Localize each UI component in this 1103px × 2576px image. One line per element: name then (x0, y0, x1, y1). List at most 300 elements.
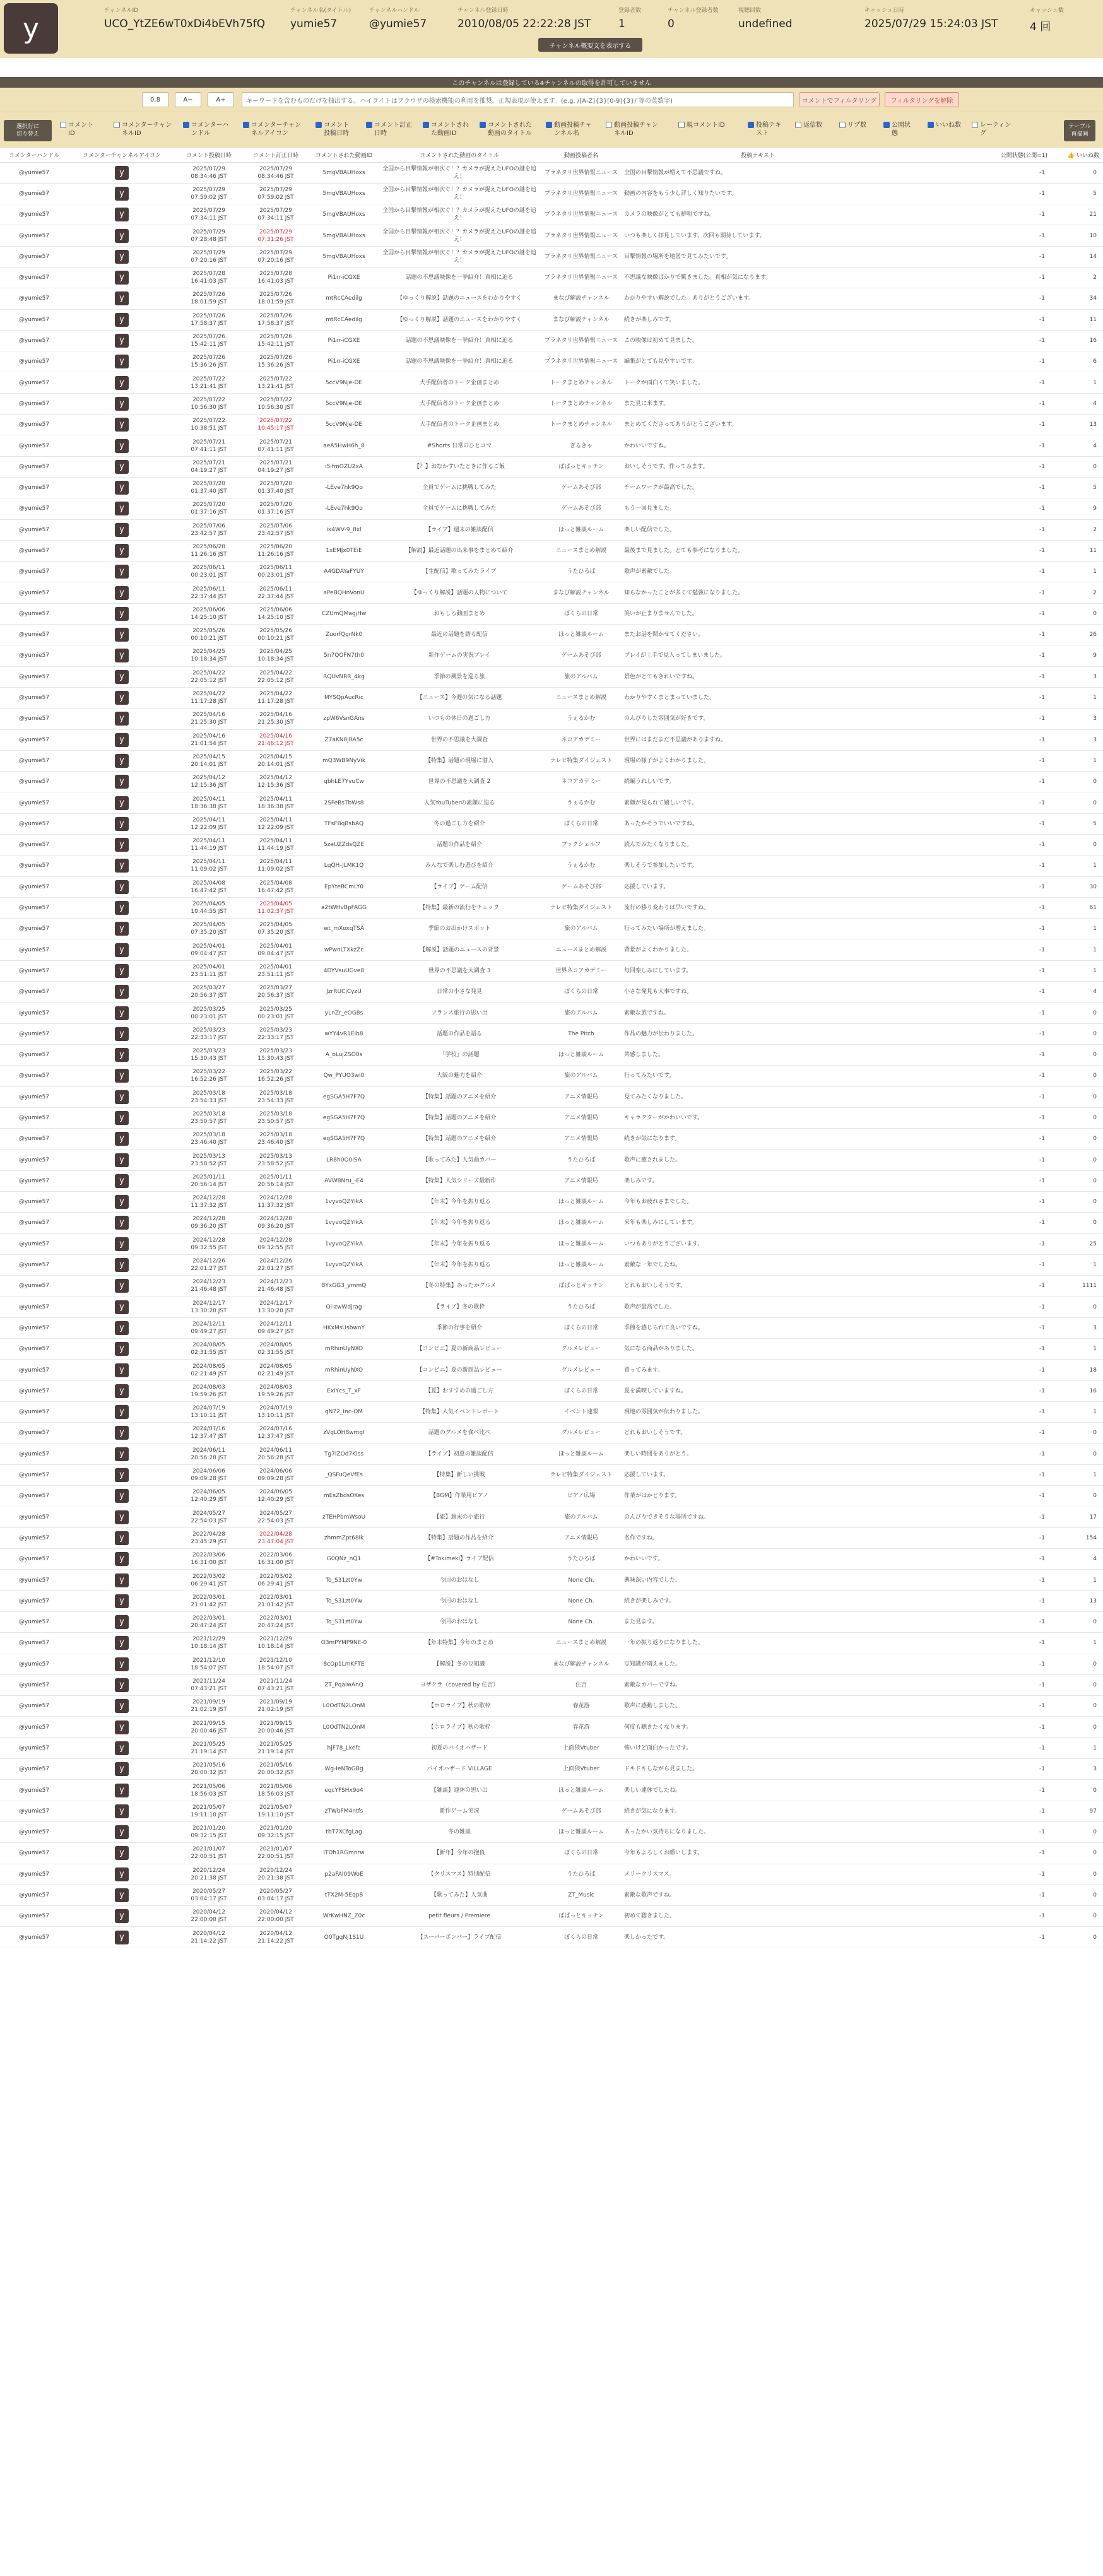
cell-handle[interactable]: @yumie57 (0, 1317, 68, 1338)
cell-video-title[interactable]: 【解説】最近話題の出来事をまとめて紹介 (379, 540, 540, 561)
show-channel-description-button[interactable]: チャンネル概要文を表示する (538, 38, 642, 52)
toggle-public-state[interactable]: 公開状態 (883, 121, 915, 138)
cell-handle[interactable]: @yumie57 (0, 750, 68, 771)
cell-icon[interactable] (68, 1486, 175, 1507)
cell-video-channel[interactable]: ゲームあそび部 (540, 498, 622, 519)
cell-icon[interactable] (68, 1570, 175, 1591)
cell-video-title[interactable]: 【BGM】作業用ピアノ (379, 1486, 540, 1507)
table-row[interactable] (0, 1339, 1103, 1360)
cell-video-id[interactable]: zpW6VsnGAns (309, 709, 379, 729)
cell-video-id[interactable]: 5ccV9Nje-DE (309, 415, 379, 435)
cell-video-id[interactable]: ExiYcs_T_xF (309, 1380, 379, 1401)
cell-icon[interactable] (68, 603, 175, 624)
commenter-avatar-icon[interactable]: y (115, 334, 129, 348)
cell-video-title[interactable]: 話題の不思議映像を一挙紹介！真相に迫る (379, 267, 540, 288)
cell-video-id[interactable]: egSGA5H7F7Q (309, 1086, 379, 1107)
cell-video-channel[interactable]: うぇるかむ (540, 856, 622, 876)
cell-video-title[interactable]: 【特集】話題のアニメを紹介 (379, 1107, 540, 1128)
table-row[interactable] (0, 1527, 1103, 1548)
cell-video-title[interactable]: 世界の不思議を大調査 2 (379, 772, 540, 792)
cell-video-channel[interactable]: ほっと雑談ルーム (540, 1780, 622, 1801)
cell-video-channel[interactable]: グルメレビュー (540, 1339, 622, 1360)
cell-video-channel[interactable]: ニュースまとめ解説 (540, 687, 622, 708)
cell-icon[interactable] (68, 666, 175, 687)
cell-video-channel[interactable]: None Ch. (540, 1570, 622, 1591)
cell-icon[interactable] (68, 729, 175, 750)
table-row[interactable] (0, 1023, 1103, 1044)
commenter-avatar-icon[interactable]: y (115, 460, 129, 474)
cell-icon[interactable] (68, 1801, 175, 1821)
cell-video-id[interactable]: _QSFuQeVfEs (309, 1464, 379, 1485)
cell-video-id[interactable]: 5ccV9Nje-DE (309, 393, 379, 414)
cell-video-title[interactable]: 今回のおはなし (379, 1591, 540, 1611)
cell-video-id[interactable]: L0OdTN2LOnM (309, 1696, 379, 1717)
commenter-avatar-icon[interactable]: y (115, 291, 129, 305)
cell-handle[interactable]: @yumie57 (0, 1086, 68, 1107)
cell-video-id[interactable]: To_S31zt0Yw (309, 1611, 379, 1632)
col-header-update-time[interactable]: コメント訂正日時 (242, 148, 309, 162)
cell-icon[interactable] (68, 1738, 175, 1758)
table-row[interactable] (0, 960, 1103, 981)
cell-video-id[interactable]: 1vyvoQZYIkA (309, 1233, 379, 1254)
commenter-avatar-icon[interactable]: y (115, 838, 129, 852)
table-row[interactable] (0, 1738, 1103, 1758)
cell-video-channel[interactable]: イベント速報 (540, 1402, 622, 1423)
cell-handle[interactable]: @yumie57 (0, 603, 68, 624)
table-row[interactable] (0, 267, 1103, 288)
cell-video-title[interactable]: 【？】おなかすいたときに作るご飯 (379, 456, 540, 477)
commenter-avatar-icon[interactable]: y (115, 229, 129, 243)
cell-video-id[interactable]: O3mPYMP9NE-0 (309, 1633, 379, 1654)
col-header-text[interactable]: 投稿テキスト (622, 148, 894, 162)
commenter-avatar-icon[interactable]: y (115, 1636, 129, 1650)
commenter-avatar-icon[interactable]: y (115, 1384, 129, 1398)
table-row[interactable] (0, 856, 1103, 876)
toggle-commenter-channel-id[interactable]: コメンターチャンネルID (114, 121, 177, 138)
cell-video-channel[interactable]: トークまとめチャンネル (540, 415, 622, 435)
commenter-avatar-icon[interactable]: y (115, 250, 129, 264)
commenter-avatar-icon[interactable]: y (115, 1594, 129, 1608)
commenter-avatar-icon[interactable]: y (115, 733, 129, 747)
commenter-avatar-icon[interactable]: y (115, 397, 129, 411)
cell-video-channel[interactable]: ゲームあそび部 (540, 645, 622, 666)
cell-handle[interactable]: @yumie57 (0, 1864, 68, 1885)
cell-handle[interactable]: @yumie57 (0, 666, 68, 687)
cell-icon[interactable] (68, 582, 175, 603)
cell-handle[interactable]: @yumie57 (0, 625, 68, 645)
cell-video-title[interactable]: 新作ゲーム実況 (379, 1801, 540, 1821)
table-row[interactable] (0, 1717, 1103, 1738)
cell-video-id[interactable]: ix4WV-9_8xl (309, 519, 379, 540)
commenter-avatar-icon[interactable]: y (115, 775, 129, 789)
commenter-avatar-icon[interactable]: y (115, 985, 129, 999)
commenter-avatar-icon[interactable]: y (115, 544, 129, 558)
toggle-video-title[interactable]: コメントされた動画のタイトル (480, 121, 536, 138)
cell-icon[interactable] (68, 1444, 175, 1464)
cell-video-id[interactable]: 2SFeBsTbWs8 (309, 792, 379, 813)
commenter-avatar-icon[interactable]: y (115, 796, 129, 810)
cell-video-id[interactable]: egSGA5H7F7Q (309, 1107, 379, 1128)
cell-icon[interactable] (68, 687, 175, 708)
cell-icon[interactable] (68, 1464, 175, 1485)
toggle-like-count[interactable]: いいね数 (928, 121, 965, 129)
table-row[interactable] (0, 729, 1103, 750)
table-row[interactable] (0, 982, 1103, 1003)
cell-video-channel[interactable]: ブックシェルフ (540, 835, 622, 856)
cell-icon[interactable] (68, 1254, 175, 1275)
cell-handle[interactable]: @yumie57 (0, 1885, 68, 1905)
cell-handle[interactable]: @yumie57 (0, 645, 68, 666)
cell-video-title[interactable]: 話題の不思議映像を一挙紹介！真相に迫る (379, 351, 540, 372)
cell-video-title[interactable]: 大阪の魅力を紹介 (379, 1066, 540, 1086)
cell-video-channel[interactable]: ほっと雑談ルーム (540, 1254, 622, 1275)
table-row[interactable] (0, 540, 1103, 561)
table-row[interactable] (0, 919, 1103, 939)
toggle-parent-comment-id[interactable]: 親コメントID (678, 121, 735, 129)
commenter-avatar-icon[interactable]: y (115, 208, 129, 221)
cell-video-id[interactable]: ZuorfQgrNk0 (309, 625, 379, 645)
cell-icon[interactable] (68, 1170, 175, 1191)
col-header-handle[interactable]: コメンターハンドル (0, 148, 68, 162)
table-row[interactable] (0, 1906, 1103, 1927)
table-row[interactable] (0, 625, 1103, 645)
commenter-avatar-icon[interactable]: y (115, 1258, 129, 1272)
toggle-post-text[interactable]: 投稿テキスト (748, 121, 786, 138)
cell-video-title[interactable]: 【年末特集】今年のまとめ (379, 1633, 540, 1654)
cell-video-title[interactable]: 【ライブ】冬の歌枠 (379, 1297, 540, 1317)
cell-icon[interactable] (68, 309, 175, 330)
commenter-avatar-icon[interactable]: y (115, 418, 129, 432)
cell-video-title[interactable]: 季節のお出かけスポット (379, 919, 540, 939)
cell-handle[interactable]: @yumie57 (0, 772, 68, 792)
cell-icon[interactable] (68, 1717, 175, 1738)
cell-video-channel[interactable]: ニュースまとめ解説 (540, 939, 622, 960)
cell-video-channel[interactable]: ほっと雑談ルーム (540, 1192, 622, 1213)
cell-video-id[interactable]: egSGA5H7F7Q (309, 1129, 379, 1150)
cell-icon[interactable] (68, 1297, 175, 1317)
cell-video-title[interactable]: 【解説】冬の豆知識 (379, 1654, 540, 1674)
cell-handle[interactable]: @yumie57 (0, 939, 68, 960)
cell-video-channel[interactable]: ぼくらの日常 (540, 1927, 622, 1948)
cell-video-title[interactable]: 話題の不思議映像を一挙紹介！真相に迫る (379, 330, 540, 351)
cell-video-id[interactable]: A4GDAYaFYUY (309, 562, 379, 582)
cell-video-channel[interactable]: ブラネタリ世界情報ニュース (540, 351, 622, 372)
commenter-avatar-icon[interactable]: y (115, 1195, 129, 1209)
cell-icon[interactable] (68, 372, 175, 393)
cell-video-title[interactable]: 【新年】今年の抱負 (379, 1843, 540, 1864)
cell-video-title[interactable]: 【歌ってみた】人気曲カバー (379, 1150, 540, 1170)
commenter-avatar-icon[interactable]: y (115, 1699, 129, 1713)
table-row[interactable] (0, 1233, 1103, 1254)
commenter-avatar-icon[interactable]: y (115, 880, 129, 894)
cell-handle[interactable]: @yumie57 (0, 709, 68, 729)
commenter-avatar-icon[interactable]: y (115, 922, 129, 936)
commenter-avatar-icon[interactable]: y (115, 691, 129, 705)
cell-video-id[interactable]: WrKwHNZ_Z0c (309, 1906, 379, 1927)
commenter-avatar-icon[interactable]: y (115, 712, 129, 726)
cell-video-title[interactable]: フランス旅行の思い出 (379, 1003, 540, 1023)
cell-video-title[interactable]: 【特集】新しい挑戦 (379, 1464, 540, 1485)
cell-handle[interactable]: @yumie57 (0, 687, 68, 708)
cell-video-id[interactable]: 5mgVBAUHoxs (309, 162, 379, 183)
commenter-avatar-icon[interactable]: y (115, 943, 129, 957)
table-row[interactable] (0, 1276, 1103, 1297)
commenter-avatar-icon[interactable]: y (115, 754, 129, 768)
table-row[interactable] (0, 645, 1103, 666)
cell-video-id[interactable]: JzrRUCjCyzU (309, 982, 379, 1003)
cell-handle[interactable]: @yumie57 (0, 1003, 68, 1023)
cell-handle[interactable]: @yumie57 (0, 1402, 68, 1423)
cell-video-title[interactable]: バイオハザード VILLAGE (379, 1759, 540, 1780)
table-row[interactable] (0, 183, 1103, 204)
cell-video-id[interactable]: To_S31zt0Yw (309, 1570, 379, 1591)
commenter-avatar-icon[interactable]: y (115, 523, 129, 537)
cell-icon[interactable] (68, 1402, 175, 1423)
cell-video-title[interactable]: 【ニュース】今週の気になる話題 (379, 687, 540, 708)
cell-video-channel[interactable]: ぱぱっとキッチン (540, 1906, 622, 1927)
table-row[interactable] (0, 1380, 1103, 1401)
table-row[interactable] (0, 792, 1103, 813)
cell-video-id[interactable]: 5n7QOFN7th0 (309, 645, 379, 666)
table-row[interactable] (0, 687, 1103, 708)
cell-icon[interactable] (68, 835, 175, 856)
cell-video-channel[interactable]: うたひろば (540, 1150, 622, 1170)
commenter-avatar-icon[interactable]: y (115, 1279, 129, 1293)
commenter-avatar-icon[interactable]: y (115, 1552, 129, 1566)
cell-video-title[interactable]: 全員でゲームに挑戦してみた (379, 477, 540, 498)
cell-video-channel[interactable]: まなび解説チャンネル (540, 582, 622, 603)
cell-icon[interactable] (68, 1654, 175, 1674)
commenter-avatar-icon[interactable]: y (115, 1741, 129, 1755)
cell-video-channel[interactable]: ぱぱっとキッチン (540, 456, 622, 477)
cell-video-id[interactable]: mRhinUyNXO (309, 1339, 379, 1360)
cell-video-channel[interactable]: うたひろば (540, 1864, 622, 1885)
cell-icon[interactable] (68, 982, 175, 1003)
commenter-avatar-icon[interactable]: y (115, 1174, 129, 1188)
cell-video-id[interactable]: 5ccV9Nje-DE (309, 372, 379, 393)
table-row[interactable] (0, 1549, 1103, 1570)
cell-video-channel[interactable]: ゲームあそび部 (540, 1801, 622, 1821)
table-row[interactable] (0, 562, 1103, 582)
cell-handle[interactable]: @yumie57 (0, 1674, 68, 1695)
commenter-avatar-icon[interactable]: y (115, 901, 129, 915)
cell-handle[interactable]: @yumie57 (0, 1213, 68, 1233)
cell-video-id[interactable]: Z7aKN8jRA5c (309, 729, 379, 750)
cell-video-title[interactable]: みんなで楽しむ遊びを紹介 (379, 856, 540, 876)
cell-handle[interactable]: @yumie57 (0, 1486, 68, 1507)
cell-icon[interactable] (68, 1213, 175, 1233)
cell-icon[interactable] (68, 1906, 175, 1927)
cell-video-title[interactable]: 全員でゲームに挑戦してみた (379, 498, 540, 519)
cell-video-channel[interactable]: ほっと雑談ルーム (540, 1044, 622, 1065)
cell-icon[interactable] (68, 1780, 175, 1801)
cell-handle[interactable]: @yumie57 (0, 1297, 68, 1317)
cell-video-id[interactable]: zVqLOH8wmgI (309, 1423, 379, 1444)
commenter-avatar-icon[interactable]: y (115, 1888, 129, 1902)
cell-icon[interactable] (68, 1927, 175, 1948)
cell-video-id[interactable]: mEsZbdsOKes (309, 1486, 379, 1507)
commenter-avatar-icon[interactable]: y (115, 1216, 129, 1230)
cell-handle[interactable]: @yumie57 (0, 982, 68, 1003)
cell-icon[interactable] (68, 1023, 175, 1044)
cell-handle[interactable]: @yumie57 (0, 1464, 68, 1485)
cell-video-title[interactable]: 【特集】最新の流行をチェック (379, 897, 540, 918)
cell-icon[interactable] (68, 1507, 175, 1527)
cell-video-id[interactable]: MYSQpAucRic (309, 687, 379, 708)
cell-icon[interactable] (68, 1003, 175, 1023)
cell-handle[interactable]: @yumie57 (0, 562, 68, 582)
table-row[interactable] (0, 393, 1103, 414)
cell-icon[interactable] (68, 1843, 175, 1864)
cell-video-id[interactable]: LR8h0O0ISA (309, 1150, 379, 1170)
cell-handle[interactable]: @yumie57 (0, 1129, 68, 1150)
commenter-avatar-icon[interactable]: y (115, 1909, 129, 1923)
cell-video-id[interactable]: i5ifmOZU2xA (309, 456, 379, 477)
cell-video-id[interactable]: EpYteBCmLY0 (309, 876, 379, 897)
cell-video-title[interactable]: 話題の作品を語る (379, 1023, 540, 1044)
cell-handle[interactable]: @yumie57 (0, 351, 68, 372)
table-row[interactable] (0, 1129, 1103, 1150)
cell-icon[interactable] (68, 625, 175, 645)
commenter-avatar-icon[interactable]: y (115, 586, 129, 600)
table-row[interactable] (0, 330, 1103, 351)
cell-video-channel[interactable]: トークまとめチャンネル (540, 372, 622, 393)
cell-video-title[interactable]: 【ゆっくり解説】話題のニュースをわかりやすく (379, 309, 540, 330)
cell-handle[interactable]: @yumie57 (0, 1233, 68, 1254)
cell-video-title[interactable]: 【旅】週末の小旅行 (379, 1507, 540, 1527)
cell-video-title[interactable]: #Shorts 日常のひとコマ (379, 435, 540, 456)
cell-video-id[interactable]: p2aFAI09WoE (309, 1864, 379, 1885)
commenter-avatar-icon[interactable]: y (115, 628, 129, 642)
cell-icon[interactable] (68, 288, 175, 309)
cell-video-channel[interactable]: うたひろば (540, 1549, 622, 1570)
table-row[interactable] (0, 939, 1103, 960)
cell-video-title[interactable]: 【ゆっくり解説】話題のニュースをわかりやすく (379, 288, 540, 309)
table-row[interactable] (0, 1297, 1103, 1317)
cell-icon[interactable] (68, 1066, 175, 1086)
cell-icon[interactable] (68, 435, 175, 456)
cell-video-channel[interactable]: 上面狼Vtuber (540, 1738, 622, 1758)
cell-video-title[interactable]: 【クリスマス】特別配信 (379, 1864, 540, 1885)
cell-video-channel[interactable]: ネコアカデミー (540, 772, 622, 792)
cell-video-channel[interactable]: アニメ情報局 (540, 1170, 622, 1191)
cell-icon[interactable] (68, 897, 175, 918)
cell-handle[interactable]: @yumie57 (0, 204, 68, 225)
cell-video-title[interactable]: 季節の行事を紹介 (379, 1317, 540, 1338)
cell-video-id[interactable]: zTEHPbmWsoU (309, 1507, 379, 1527)
cell-video-title[interactable]: 人気YouTuberの素顔に迫る (379, 792, 540, 813)
cell-video-id[interactable]: zhmmZpt68ik (309, 1527, 379, 1548)
cell-video-id[interactable]: 5mgVBAUHoxs (309, 183, 379, 204)
cell-video-channel[interactable]: 住吉 (540, 1674, 622, 1695)
cell-video-title[interactable]: 【年末】今年を振り返る (379, 1192, 540, 1213)
table-row[interactable] (0, 1360, 1103, 1380)
col-header-video-channel[interactable]: 動画投稿者名 (540, 148, 622, 162)
cell-handle[interactable]: @yumie57 (0, 162, 68, 183)
cell-video-id[interactable]: zTWbFM4ntfs (309, 1801, 379, 1821)
cell-video-title[interactable]: 【コンビニ】夏の新商品レビュー (379, 1360, 540, 1380)
cell-icon[interactable] (68, 519, 175, 540)
cell-handle[interactable]: @yumie57 (0, 1150, 68, 1170)
cell-video-id[interactable]: gN72_Inc-OM (309, 1402, 379, 1423)
toggle-post-time[interactable]: コメント投稿日時 (316, 121, 353, 138)
cell-handle[interactable]: @yumie57 (0, 1339, 68, 1360)
cell-video-id[interactable]: eqcYFSHx9o4 (309, 1780, 379, 1801)
cell-video-title[interactable]: 【特集】話題の作品を紹介 (379, 1527, 540, 1548)
cell-icon[interactable] (68, 1129, 175, 1150)
commenter-avatar-icon[interactable]: y (115, 1931, 129, 1944)
commenter-avatar-icon[interactable]: y (115, 1867, 129, 1881)
cell-video-channel[interactable]: うたひろば (540, 562, 622, 582)
commenter-avatar-icon[interactable]: y (115, 1363, 129, 1377)
cell-video-id[interactable]: HKxMsUsbwnY (309, 1317, 379, 1338)
cell-handle[interactable]: @yumie57 (0, 1066, 68, 1086)
cell-video-title[interactable]: 話題の作品を紹介 (379, 835, 540, 856)
cell-icon[interactable] (68, 645, 175, 666)
cell-handle[interactable]: @yumie57 (0, 477, 68, 498)
table-row[interactable] (0, 1696, 1103, 1717)
cell-video-channel[interactable]: 旅のアルバム (540, 919, 622, 939)
cell-video-title[interactable]: 【特集】人気シリーズ最新作 (379, 1170, 540, 1191)
cell-video-id[interactable]: G0QNz_nQ1 (309, 1549, 379, 1570)
table-row[interactable] (0, 1170, 1103, 1191)
cell-video-channel[interactable]: うぇるかむ (540, 792, 622, 813)
commenter-avatar-icon[interactable]: y (115, 502, 129, 515)
commenter-avatar-icon[interactable]: y (115, 1489, 129, 1503)
toggle-video-id[interactable]: コメントされた動画ID (423, 121, 473, 138)
cell-handle[interactable]: @yumie57 (0, 1423, 68, 1444)
cell-icon[interactable] (68, 393, 175, 414)
cell-video-channel[interactable]: まなび解説チャンネル (540, 288, 622, 309)
cell-video-channel[interactable]: 世界ネコアカデミー (540, 960, 622, 981)
cell-video-channel[interactable]: ブラネタリ世界情報ニュース (540, 225, 622, 246)
cell-video-title[interactable]: 【年末】今年を振り返る (379, 1254, 540, 1275)
cell-handle[interactable]: @yumie57 (0, 1527, 68, 1548)
cell-icon[interactable] (68, 225, 175, 246)
table-row[interactable] (0, 1843, 1103, 1864)
commenter-avatar-icon[interactable]: y (115, 1846, 129, 1860)
cell-handle[interactable]: @yumie57 (0, 856, 68, 876)
table-row[interactable] (0, 772, 1103, 792)
cell-handle[interactable]: @yumie57 (0, 1717, 68, 1738)
commenter-avatar-icon[interactable]: y (115, 1615, 129, 1629)
cell-video-channel[interactable]: テレビ特集ダイジェスト (540, 750, 622, 771)
cell-video-title[interactable]: 初夏のバイオハザード (379, 1738, 540, 1758)
cell-video-id[interactable]: CZUmQMagjHw (309, 603, 379, 624)
cell-video-channel[interactable]: ブラネタリ世界情報ニュース (540, 204, 622, 225)
table-row[interactable] (0, 1780, 1103, 1801)
cell-video-title[interactable]: 「学校」の話題 (379, 1044, 540, 1065)
commenter-avatar-icon[interactable]: y (115, 1657, 129, 1671)
table-row[interactable] (0, 1423, 1103, 1444)
cell-icon[interactable] (68, 939, 175, 960)
cell-video-id[interactable]: mRhinUyNXO (309, 1360, 379, 1380)
cell-handle[interactable]: @yumie57 (0, 1821, 68, 1842)
cell-video-id[interactable]: 1vyvoQZYIkA (309, 1254, 379, 1275)
table-row[interactable] (0, 456, 1103, 477)
cell-video-id[interactable]: 8YxGG3_ymmQ (309, 1276, 379, 1297)
cell-video-id[interactable]: a2tWHvBpFAGG (309, 897, 379, 918)
cell-video-channel[interactable]: うぇるかむ (540, 709, 622, 729)
cell-video-title[interactable]: 【ライブ】週末の雑談配信 (379, 519, 540, 540)
toggle-video-channel[interactable]: 動画投稿チャンネル名 (546, 121, 596, 138)
cell-video-id[interactable]: 4DYVsuUGve8 (309, 960, 379, 981)
table-row[interactable] (0, 813, 1103, 834)
cell-icon[interactable] (68, 1885, 175, 1905)
cell-video-title[interactable]: 全国から目撃情報が相次ぐ！？カメラが捉えたUFOの謎を追え！ (379, 246, 540, 267)
commenter-avatar-icon[interactable]: y (115, 1027, 129, 1041)
cell-handle[interactable]: @yumie57 (0, 960, 68, 981)
